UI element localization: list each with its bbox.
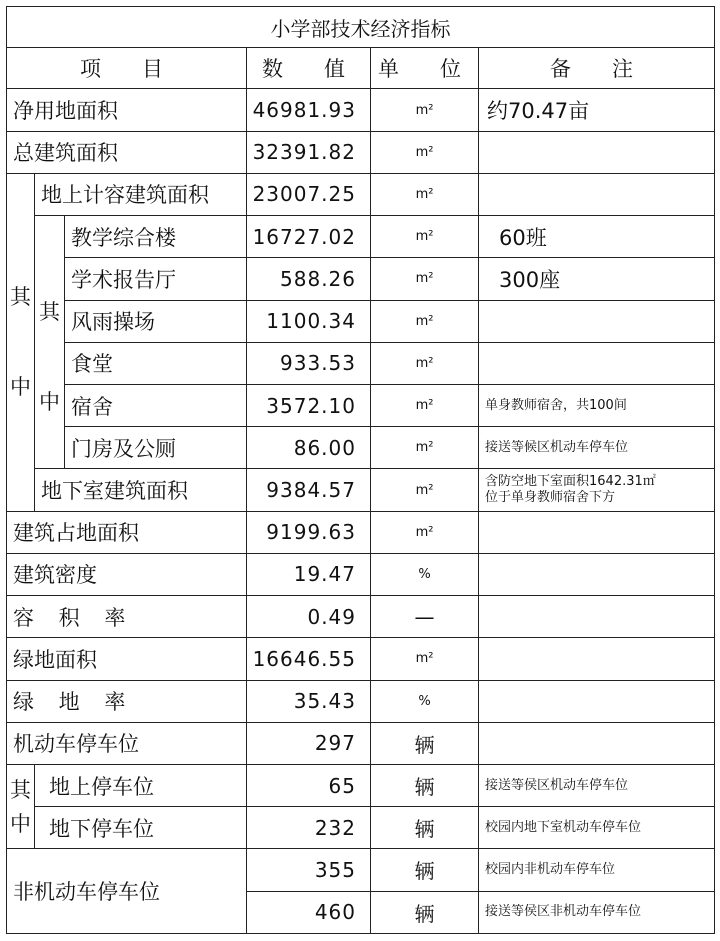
row-note — [479, 722, 715, 764]
row-label: 地上停车位 — [35, 764, 247, 806]
row-note: 接送等侯区机动车停车位 — [479, 764, 715, 806]
table-row — [7, 427, 715, 469]
qizhong-char: 中 — [10, 811, 31, 836]
row-note: 校园内非机动车停车位 — [479, 849, 715, 891]
row-unit: m² — [371, 258, 479, 300]
row-value: 23007.25 — [247, 173, 371, 215]
row-unit: m² — [371, 638, 479, 680]
row-note — [479, 300, 715, 342]
header-row — [7, 48, 715, 89]
row-note: 校园内地下室机动车停车位 — [479, 807, 715, 849]
row-note: 60班 — [479, 216, 715, 258]
table-row — [7, 680, 715, 722]
table-row — [7, 216, 715, 258]
table-row — [7, 342, 715, 384]
row-label: 地下室建筑面积 — [35, 469, 247, 511]
row-unit: m² — [371, 511, 479, 553]
table-row — [7, 807, 715, 849]
table-row — [7, 89, 715, 131]
row-unit: m² — [371, 300, 479, 342]
title-row — [7, 7, 715, 48]
qizhong-char: 其 — [39, 300, 60, 325]
qizhong-char: 其 — [10, 777, 31, 802]
table-row — [7, 638, 715, 680]
row-label: 绿 地 率 — [7, 680, 247, 722]
row-label: 总建筑面积 — [7, 131, 247, 173]
row-note — [479, 680, 715, 722]
table-row — [7, 764, 715, 806]
row-label: 宿舍 — [65, 384, 247, 426]
note-line: 含防空地下室面积1642.31㎡ — [485, 474, 656, 490]
row-value: 1100.34 — [247, 300, 371, 342]
row-value: 3572.10 — [247, 384, 371, 426]
row-note — [479, 131, 715, 173]
qizhong-outer — [7, 173, 35, 511]
row-value: 0.49 — [247, 596, 371, 638]
table-row — [7, 553, 715, 595]
row-value: 232 — [247, 807, 371, 849]
table-row — [7, 469, 715, 511]
row-label: 门房及公厕 — [65, 427, 247, 469]
row-note: 接送等候区机动车停车位 — [479, 427, 715, 469]
row-value: 65 — [247, 764, 371, 806]
row-note: 单身教师宿舍，共100间 — [479, 384, 715, 426]
row-note: 300座 — [479, 258, 715, 300]
row-value: 355 — [247, 849, 371, 891]
row-value: 9199.63 — [247, 511, 371, 553]
row-label: 机动车停车位 — [7, 722, 247, 764]
row-unit: 辆 — [371, 722, 479, 764]
row-note — [479, 553, 715, 595]
row-unit: m² — [371, 89, 479, 131]
row-note: 约70.47亩 — [479, 89, 715, 131]
row-unit: 辆 — [371, 764, 479, 806]
row-unit: 辆 — [371, 891, 479, 933]
row-label: 绿地面积 — [7, 638, 247, 680]
table-row — [7, 511, 715, 553]
row-unit: m² — [371, 427, 479, 469]
table-row — [7, 173, 715, 215]
row-note — [479, 342, 715, 384]
row-unit: m² — [371, 173, 479, 215]
row-value: 460 — [247, 891, 371, 933]
row-label: 净用地面积 — [7, 89, 247, 131]
row-label: 容 积 率 — [7, 596, 247, 638]
row-label: 非机动车停车位 — [7, 849, 247, 934]
table-row — [7, 722, 715, 764]
qizhong-char: 其 — [10, 285, 31, 310]
table-row — [7, 849, 715, 891]
row-value: 588.26 — [247, 258, 371, 300]
qizhong-char: 中 — [39, 390, 60, 415]
row-value: 19.47 — [247, 553, 371, 595]
row-label: 建筑密度 — [7, 553, 247, 595]
header-item: 项 目 — [7, 48, 247, 89]
row-unit: m² — [371, 342, 479, 384]
table-row — [7, 131, 715, 173]
row-note — [479, 511, 715, 553]
row-unit: 辆 — [371, 849, 479, 891]
row-value: 933.53 — [247, 342, 371, 384]
indicator-table-sheet — [6, 6, 714, 934]
row-unit: m² — [371, 469, 479, 511]
row-value: 35.43 — [247, 680, 371, 722]
row-value: 297 — [247, 722, 371, 764]
qizhong-parking — [7, 764, 35, 848]
qizhong-char: 中 — [10, 375, 31, 400]
indicator-table — [6, 6, 715, 934]
row-note — [479, 469, 715, 511]
row-unit: % — [371, 553, 479, 595]
header-unit: 单 位 — [371, 48, 479, 89]
table-row — [7, 258, 715, 300]
table-row — [7, 384, 715, 426]
table-title: 小学部技术经济指标 — [7, 7, 715, 48]
table-row — [7, 300, 715, 342]
row-label: 风雨操场 — [65, 300, 247, 342]
row-note — [479, 173, 715, 215]
row-unit: m² — [371, 131, 479, 173]
note-line: 位于单身教师宿舍下方 — [485, 490, 616, 506]
row-label: 地下停车位 — [35, 807, 247, 849]
row-note — [479, 638, 715, 680]
row-label: 教学综合楼 — [65, 216, 247, 258]
row-value: 86.00 — [247, 427, 371, 469]
table-row — [7, 596, 715, 638]
row-value: 16727.02 — [247, 216, 371, 258]
row-unit: % — [371, 680, 479, 722]
row-unit: m² — [371, 384, 479, 426]
row-value: 16646.55 — [247, 638, 371, 680]
qizhong-inner — [35, 216, 65, 469]
row-value: 9384.57 — [247, 469, 371, 511]
row-label: 学术报告厅 — [65, 258, 247, 300]
row-value: 46981.93 — [247, 89, 371, 131]
row-note — [479, 596, 715, 638]
row-value: 32391.82 — [247, 131, 371, 173]
row-unit: — — [371, 596, 479, 638]
row-note: 接送等侯区非机动车停车位 — [479, 891, 715, 933]
row-unit: m² — [371, 216, 479, 258]
header-value: 数 值 — [247, 48, 371, 89]
row-unit: 辆 — [371, 807, 479, 849]
header-note: 备 注 — [479, 48, 715, 89]
row-label: 食堂 — [65, 342, 247, 384]
row-label: 地上计容建筑面积 — [35, 173, 247, 215]
row-label: 建筑占地面积 — [7, 511, 247, 553]
